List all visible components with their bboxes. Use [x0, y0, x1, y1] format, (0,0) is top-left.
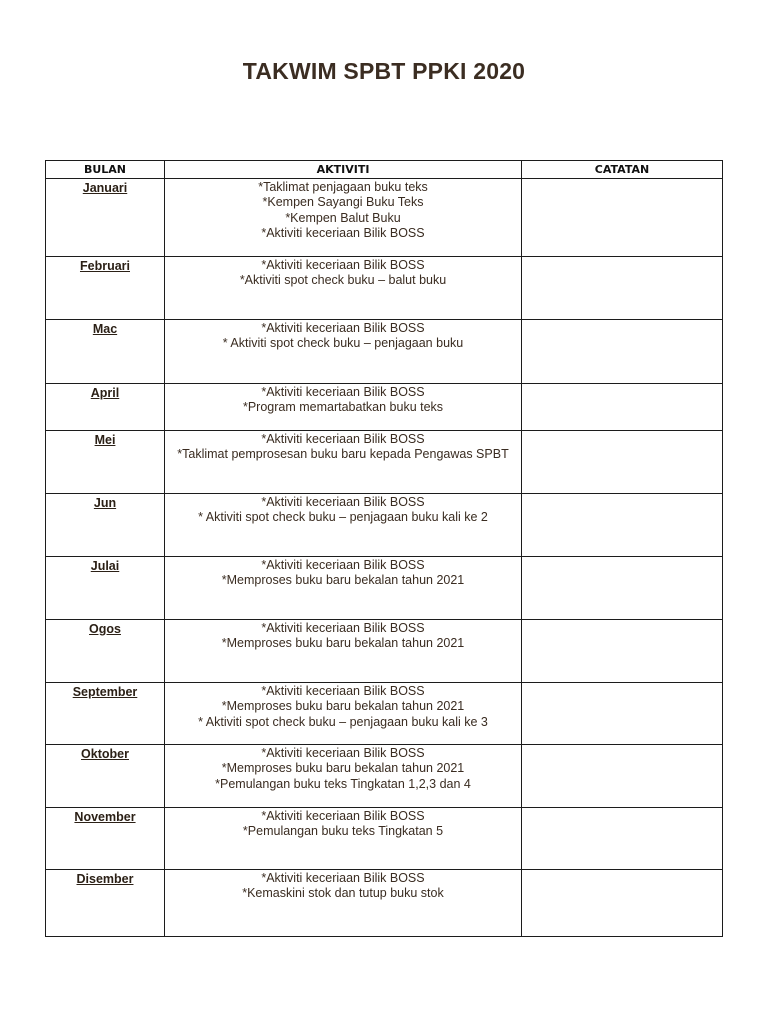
note-cell — [522, 431, 723, 494]
month-cell — [46, 384, 165, 431]
month-cell — [46, 808, 165, 870]
table-body — [46, 179, 723, 937]
month-name: Januari — [82, 181, 128, 195]
activity-item: *Aktiviti keceriaan Bilik BOSS — [261, 432, 425, 446]
note-cell — [522, 557, 723, 620]
table-row — [46, 320, 723, 384]
activity-list — [165, 808, 521, 840]
activity-item: *Program memartabatkan buku teks — [242, 400, 444, 415]
table-row — [46, 179, 723, 257]
activity-item: *Aktiviti keceriaan Bilik BOSS — [261, 746, 425, 760]
month-cell — [46, 431, 165, 494]
note-cell — [522, 620, 723, 683]
month-cell — [46, 557, 165, 620]
activity-list — [165, 557, 521, 589]
activity-cell — [165, 808, 522, 870]
month-name: Mac — [92, 322, 118, 336]
table-row — [46, 557, 723, 620]
note-cell — [522, 179, 723, 257]
month-cell — [46, 745, 165, 808]
month-name: November — [74, 810, 136, 824]
month-cell — [46, 320, 165, 384]
table-row — [46, 870, 723, 937]
month-name: Februari — [79, 259, 130, 273]
activity-item: *Aktiviti keceriaan Bilik BOSS — [261, 871, 425, 885]
month-name: Oktober — [81, 747, 129, 761]
activity-item: *Pemulangan buku teks Tingkatan 1,2,3 dan 4 — [215, 776, 471, 791]
table-row — [46, 494, 723, 557]
activity-cell — [165, 494, 522, 557]
activity-item: *Kempen Sayangi Buku Teks — [262, 195, 424, 210]
activity-item: *Aktiviti keceriaan Bilik BOSS — [261, 495, 425, 509]
table-row — [46, 745, 723, 808]
activity-item: *Aktiviti keceriaan Bilik BOSS — [261, 621, 425, 635]
activity-cell — [165, 257, 522, 320]
activity-item: *Kemaskini stok dan tutup buku stok — [242, 886, 444, 901]
activity-item: *Memproses buku baru bekalan tahun 2021 — [221, 573, 465, 588]
activity-cell — [165, 431, 522, 494]
note-cell — [522, 384, 723, 431]
note-cell — [522, 494, 723, 557]
note-cell — [522, 257, 723, 320]
activity-cell — [165, 745, 522, 808]
activity-cell — [165, 179, 522, 257]
activity-item: *Memproses buku baru bekalan tahun 2021 — [221, 699, 465, 714]
activity-item: *Aktiviti keceriaan Bilik BOSS — [261, 809, 425, 823]
activity-item: *Memproses buku baru bekalan tahun 2021 — [221, 761, 465, 776]
activity-item: *Taklimat penjagaan buku teks — [258, 180, 428, 194]
month-cell — [46, 620, 165, 683]
table-row — [46, 620, 723, 683]
table-header-row — [46, 161, 723, 179]
month-cell — [46, 494, 165, 557]
month-name: Mei — [94, 433, 116, 447]
month-cell — [46, 179, 165, 257]
activity-cell — [165, 620, 522, 683]
note-cell — [522, 320, 723, 384]
activity-item: *Aktiviti keceriaan Bilik BOSS — [261, 558, 425, 572]
month-name: September — [72, 685, 138, 699]
table-row — [46, 257, 723, 320]
month-name: Ogos — [89, 622, 121, 636]
table-row — [46, 683, 723, 745]
header-catatan: CATATAN — [522, 161, 723, 179]
activity-item: * Aktiviti spot check buku – penjagaan buku kali ke 3 — [198, 714, 488, 729]
header-aktiviti: AKTIVITI — [165, 161, 522, 179]
activity-calendar-table — [45, 160, 723, 937]
activity-item: *Aktiviti keceriaan Bilik BOSS — [261, 225, 425, 240]
activity-cell — [165, 557, 522, 620]
activity-list — [165, 494, 521, 526]
activity-list — [165, 431, 521, 463]
month-cell — [46, 683, 165, 745]
activity-item: *Pemulangan buku teks Tingkatan 5 — [242, 824, 444, 839]
activity-cell — [165, 683, 522, 745]
activity-list — [165, 620, 521, 652]
month-name: Julai — [90, 559, 120, 573]
activity-cell — [165, 320, 522, 384]
table-row — [46, 384, 723, 431]
note-cell — [522, 683, 723, 745]
activity-item: * Aktiviti spot check buku – penjagaan buku — [222, 336, 464, 351]
month-name: Jun — [93, 496, 117, 510]
activity-list — [165, 683, 521, 730]
note-cell — [522, 870, 723, 937]
table-row — [46, 431, 723, 494]
activity-item: *Aktiviti keceriaan Bilik BOSS — [261, 321, 425, 335]
activity-list — [165, 179, 521, 241]
month-cell — [46, 257, 165, 320]
table-row — [46, 808, 723, 870]
activity-item: *Kempen Balut Buku — [285, 210, 401, 225]
activity-item: *Aktiviti keceriaan Bilik BOSS — [261, 385, 425, 399]
note-cell — [522, 745, 723, 808]
activity-list — [165, 745, 521, 792]
activity-item: *Aktiviti spot check buku – balut buku — [239, 273, 447, 288]
activity-list — [165, 870, 521, 902]
activity-list — [165, 384, 521, 416]
activity-item: *Taklimat pemprosesan buku baru kepada Pengawas SPBT — [177, 447, 509, 462]
month-name: Disember — [76, 872, 134, 886]
activity-item: *Aktiviti keceriaan Bilik BOSS — [261, 684, 425, 698]
note-cell — [522, 808, 723, 870]
month-cell — [46, 870, 165, 937]
activity-cell — [165, 870, 522, 937]
header-bulan: BULAN — [46, 161, 165, 179]
activity-item: *Memproses buku baru bekalan tahun 2021 — [221, 636, 465, 651]
activity-cell — [165, 384, 522, 431]
activity-list — [165, 320, 521, 352]
activity-item: * Aktiviti spot check buku – penjagaan buku kali ke 2 — [198, 510, 488, 525]
month-name: April — [90, 386, 120, 400]
activity-item: *Aktiviti keceriaan Bilik BOSS — [261, 258, 425, 272]
page-title: TAKWIM SPBT PPKI 2020 — [242, 58, 526, 84]
activity-list — [165, 257, 521, 289]
